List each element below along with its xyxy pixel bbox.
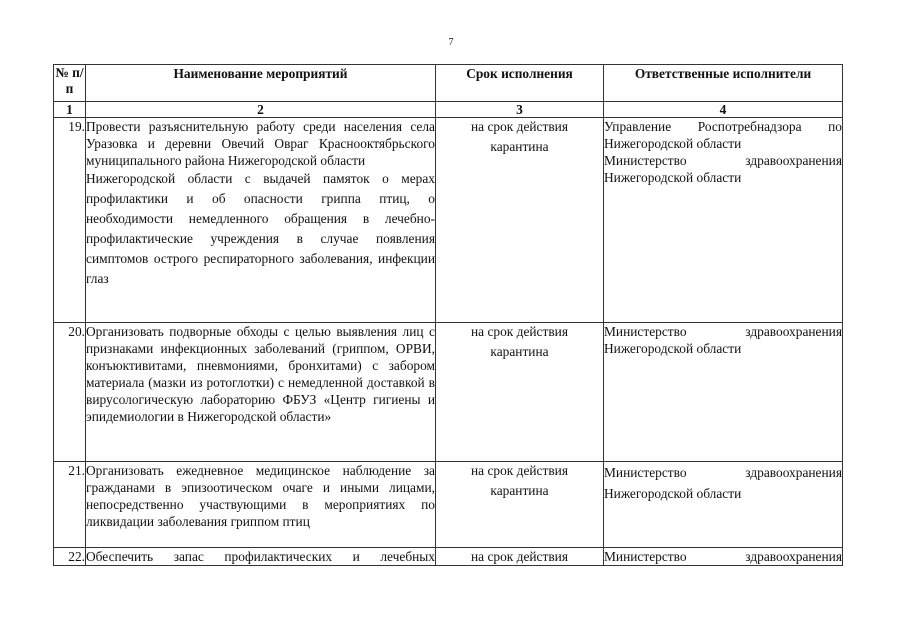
row-responsible-text: Министерство здравоохранения <box>604 549 842 564</box>
row-action-part2: Нижегородской области с выдачей памяток о мерах профилактики и об опасности гриппа птиц, о необходимости немедленного обращения в лечебно-профилактические учреждения в случае появления симптомов острого респираторного заболевания, инфекции глаз <box>86 171 435 286</box>
row-number: 20. <box>54 323 86 462</box>
row-action-text: Обеспечить запас профилактических и лечебных <box>86 549 435 564</box>
table-row <box>54 323 843 462</box>
row-term <box>436 118 604 323</box>
row-term-line1: на срок действия <box>470 119 568 134</box>
table-header-row <box>54 65 843 102</box>
column-number: 2 <box>86 102 436 118</box>
column-numbers-row <box>54 102 843 118</box>
row-term <box>436 462 604 548</box>
row-term-line2: карантина <box>490 483 549 498</box>
row-number: 19. <box>54 118 86 323</box>
header-number: № п/п <box>54 65 86 102</box>
header-name: Наименование мероприятий <box>86 65 436 102</box>
row-term: на срок действия <box>436 548 604 566</box>
column-number: 4 <box>604 102 843 118</box>
row-action: Организовать подворные обходы с целью выявления лиц с признаками инфекционных заболеваний (гриппом, ОРВИ, конъюктивитами, пневмониями, бронхитами) с забором материала (мазки из ротоглотки) с немедленной доставкой в вирусологическую лабораторию ФБУЗ «Центр гигиены и эпидемиологии в Нижегородской области» <box>86 323 436 462</box>
column-number: 1 <box>54 102 86 118</box>
row-term-line2: карантина <box>490 344 549 359</box>
row-responsible: Министерство здравоохранения Нижегородской области <box>604 323 843 462</box>
row-term-line2: карантина <box>490 139 549 154</box>
row-term-line1: на срок действия <box>470 463 568 478</box>
row-term-line1: на срок действия <box>470 324 568 339</box>
page-number: 7 <box>448 37 454 48</box>
row-term <box>436 323 604 462</box>
row-action: Организовать ежедневное медицинское наблюдение за гражданами в эпизоотическом очаге и иными лицами, непосредственно участвующими в мероприятиях по ликвидации заболевания гриппом птиц <box>86 462 436 548</box>
table-row <box>54 118 843 323</box>
measures-table <box>53 64 843 566</box>
table-row <box>54 548 843 566</box>
row-responsible <box>604 118 843 323</box>
row-number: 22. <box>54 548 86 566</box>
row-action-part1: Провести разъяснительную работу среди населения села Уразовка и деревни Овечий Овраг Краснооктябрьского муниципального района Нижегородской области <box>86 119 435 168</box>
row-action <box>86 118 436 323</box>
row-number: 21. <box>54 462 86 548</box>
row-responsible-line2: Министерство здравоохранения Нижегородской области <box>604 153 842 185</box>
header-term: Срок исполнения <box>436 65 604 102</box>
column-number: 3 <box>436 102 604 118</box>
header-responsible: Ответственные исполнители <box>604 65 843 102</box>
row-responsible <box>604 548 843 566</box>
row-responsible: Министерство здравоохранения Нижегородской области <box>604 462 843 548</box>
row-action <box>86 548 436 566</box>
row-responsible-line1: Управление Роспотребнадзора по Нижегородской области <box>604 119 842 151</box>
table-row <box>54 462 843 548</box>
